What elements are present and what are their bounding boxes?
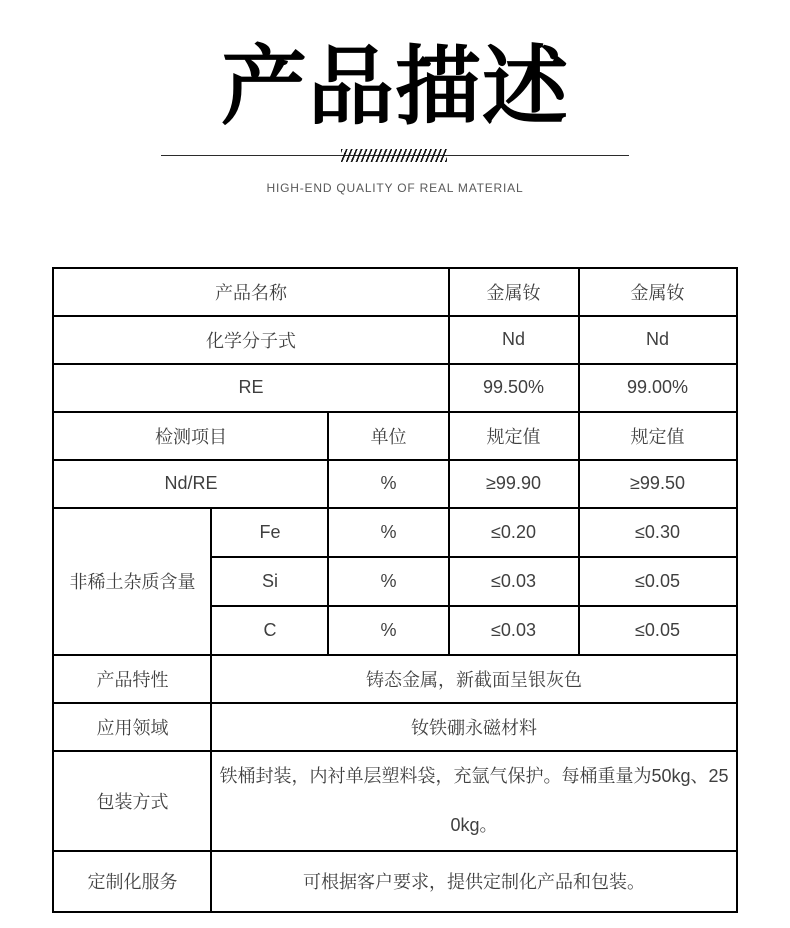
impurity-c-spec-2: ≤0.05	[579, 606, 737, 655]
packaging-label: 包装方式	[53, 751, 211, 851]
ndre-spec-2: ≥99.50	[579, 460, 737, 508]
unit-header: 单位	[328, 412, 448, 460]
formula-value-1: Nd	[449, 316, 579, 364]
table-row-packaging	[53, 751, 736, 851]
table-row-formula	[53, 316, 736, 364]
impurity-si-label: Si	[211, 557, 328, 606]
table-row-custom-service	[53, 851, 736, 912]
impurity-si-spec-2: ≤0.05	[579, 557, 737, 606]
impurity-fe-spec-2: ≤0.30	[579, 508, 737, 557]
table-row-re	[53, 364, 736, 412]
page-subtitle: HIGH-END QUALITY OF REAL MATERIAL	[266, 180, 524, 195]
impurity-c-unit: %	[328, 606, 448, 655]
impurity-fe-spec-1: ≤0.20	[449, 508, 579, 557]
impurity-fe-unit: %	[328, 508, 448, 557]
product-feature-label: 产品特性	[53, 655, 211, 703]
product-name-label: 产品名称	[53, 268, 448, 316]
table-row-feature	[53, 655, 736, 703]
re-label: RE	[53, 364, 448, 412]
test-item-header: 检测项目	[53, 412, 328, 460]
ndre-label: Nd/RE	[53, 460, 328, 508]
impurity-fe-label: Fe	[211, 508, 328, 557]
impurity-c-label: C	[211, 606, 328, 655]
formula-value-2: Nd	[579, 316, 737, 364]
impurity-si-spec-1: ≤0.03	[449, 557, 579, 606]
custom-service-label: 定制化服务	[53, 851, 211, 912]
product-name-value-1: 金属钕	[449, 268, 579, 316]
table-row-application	[53, 703, 736, 751]
table-row-impurity-fe	[53, 508, 736, 557]
ndre-unit: %	[328, 460, 448, 508]
re-value-2: 99.00%	[579, 364, 737, 412]
packaging-value: 铁桶封装，内衬单层塑料袋，充氩气保护。每桶重量为50kg、250kg。	[211, 751, 736, 851]
spec-value-header-2: 规定值	[579, 412, 737, 460]
custom-service-value: 可根据客户要求，提供定制化产品和包装。	[211, 851, 736, 912]
hatch-decoration-icon	[341, 149, 447, 162]
impurity-si-unit: %	[328, 557, 448, 606]
application-label: 应用领域	[53, 703, 211, 751]
impurity-c-spec-1: ≤0.03	[449, 606, 579, 655]
impurity-group-label: 非稀土杂质含量	[53, 508, 211, 655]
table-row-product-name	[53, 268, 736, 316]
table-row-headers	[53, 412, 736, 460]
ndre-spec-1: ≥99.90	[449, 460, 579, 508]
application-value: 钕铁硼永磁材料	[211, 703, 736, 751]
formula-label: 化学分子式	[53, 316, 448, 364]
product-feature-value: 铸态金属，新截面呈银灰色	[211, 655, 736, 703]
spec-value-header-1: 规定值	[449, 412, 579, 460]
page-header	[0, 0, 790, 195]
spec-table	[52, 267, 737, 913]
table-row-ndre	[53, 460, 736, 508]
product-name-value-2: 金属钕	[579, 268, 737, 316]
page-title: 产品描述	[221, 39, 569, 135]
re-value-1: 99.50%	[449, 364, 579, 412]
title-divider	[161, 149, 629, 162]
